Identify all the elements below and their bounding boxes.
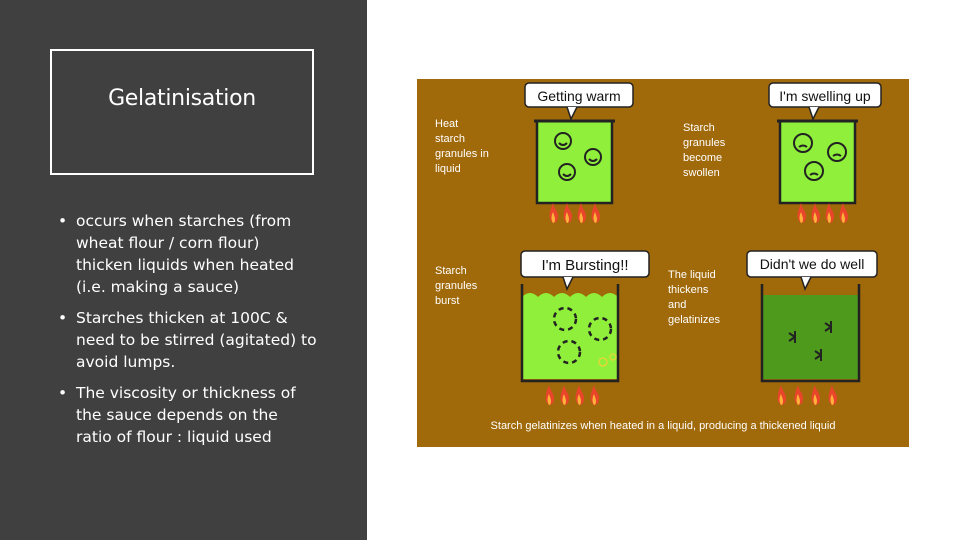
bullet-dot: •	[58, 384, 68, 402]
bubble-text: I'm swelling up	[779, 88, 871, 104]
label-burst-line: burst	[435, 295, 460, 307]
pot-bursting	[522, 284, 618, 381]
label-heat-line: starch	[435, 133, 465, 145]
bubble-text: I'm Bursting!!	[541, 257, 629, 274]
bullet-text: The viscosity or thickness of the sauce depends on the ratio of flour : liquid used	[76, 384, 296, 446]
bubble-text: Didn't we do well	[759, 256, 865, 272]
bullet-dot: •	[58, 212, 68, 230]
pot-liquid	[762, 295, 859, 379]
bullet-list	[56, 210, 318, 457]
gelatinisation-diagram	[417, 79, 909, 447]
label-burst-line: Starch	[435, 265, 467, 277]
bullet-item	[56, 307, 318, 373]
bullet-item	[56, 210, 318, 298]
bubble-text: Getting warm	[537, 88, 621, 104]
label-burst-line: granules	[435, 280, 478, 292]
label-thickens-line: thickens	[668, 284, 709, 296]
label-swollen-line: Starch	[683, 122, 715, 134]
diagram-svg	[417, 79, 909, 447]
slide-title: Gelatinisation	[108, 85, 256, 111]
bullet-dot: •	[58, 309, 68, 327]
bullet-text: occurs when starches (from wheat flour / corn flour) thicken liquids when heated (i.e. making a sauce)	[76, 212, 294, 296]
pot-swelling	[777, 121, 858, 203]
label-thickens-line: gelatinizes	[668, 314, 720, 326]
label-swollen-line: swollen	[683, 167, 720, 179]
pot-heating	[534, 121, 615, 203]
label-heat-line: Heat	[435, 118, 459, 130]
pot-liquid	[537, 121, 612, 203]
bullet-item	[56, 382, 318, 448]
label-thickens-line: and	[668, 299, 687, 311]
label-swollen-line: granules	[683, 137, 726, 149]
label-heat-line: liquid	[435, 163, 461, 175]
label-heat-line: granules in	[435, 148, 489, 160]
diagram-caption: Starch gelatinizes when heated in a liquid, producing a thickened liquid	[490, 420, 836, 432]
left-panel	[0, 0, 367, 540]
pot-gelatinized	[762, 284, 859, 381]
label-swollen-line: become	[683, 152, 723, 164]
title-box	[50, 49, 314, 175]
label-thickens-line: The liquid	[668, 269, 716, 281]
bullet-text: Starches thicken at 100C & need to be stirred (agitated) to avoid lumps.	[76, 309, 317, 371]
